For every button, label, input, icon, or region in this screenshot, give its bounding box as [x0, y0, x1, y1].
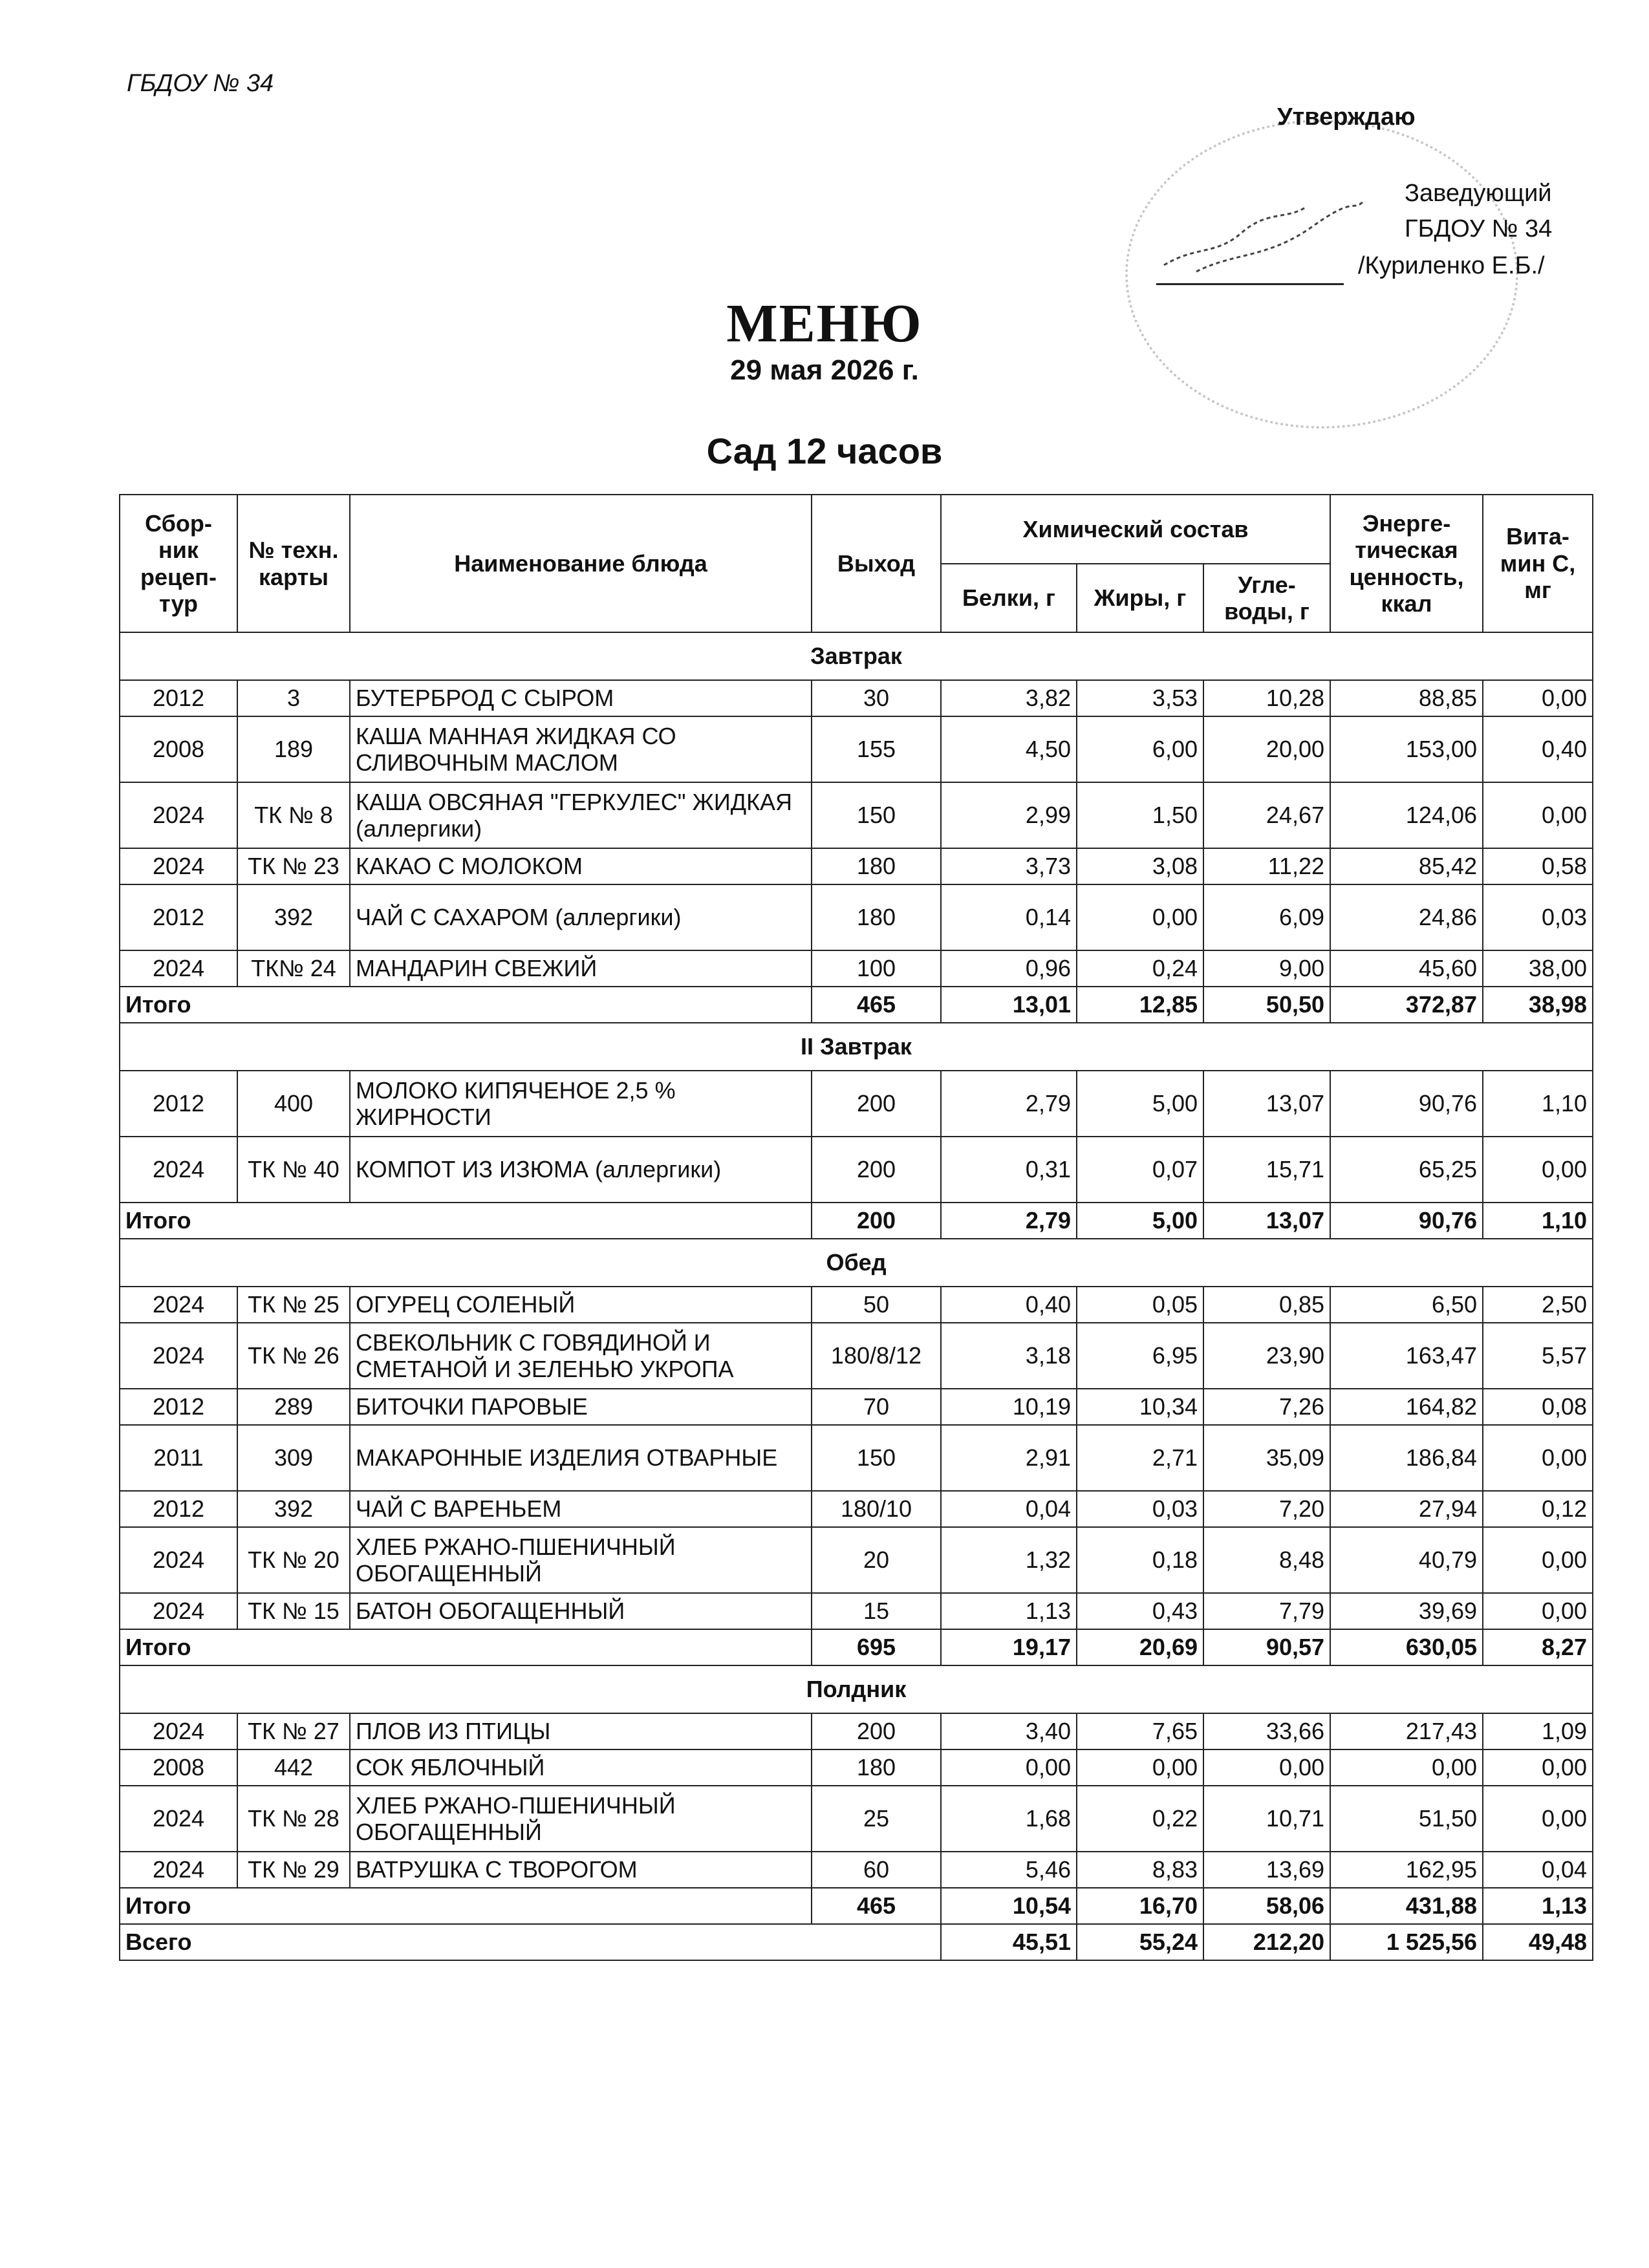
- collection-cell: 2024: [120, 848, 237, 884]
- vitamin-cell: 5,57: [1483, 1323, 1593, 1389]
- header-card: № техн. карты: [237, 495, 350, 632]
- dish-name-cell: СВЕКОЛЬНИК С ГОВЯДИНОЙ И СМЕТАНОЙ И ЗЕЛЕНЬЮ УКРОПА: [350, 1323, 812, 1389]
- energy-cell: 51,50: [1330, 1786, 1483, 1852]
- card-cell: ТК № 23: [237, 848, 350, 884]
- menu-body: [120, 632, 1593, 1960]
- card-cell: ТК № 40: [237, 1137, 350, 1203]
- energy-cell: 164,82: [1330, 1389, 1483, 1425]
- dish-name-cell: КОМПОТ ИЗ ИЗЮМА (аллергики): [350, 1137, 812, 1203]
- table-row: [120, 1593, 1593, 1629]
- fat-cell: 5,00: [1077, 1071, 1203, 1137]
- grand-total-carbs: 212,20: [1203, 1924, 1330, 1960]
- fat-cell: 0,05: [1077, 1287, 1203, 1323]
- carbs-cell: 6,09: [1203, 884, 1330, 950]
- vitamin-cell: 0,58: [1483, 848, 1593, 884]
- total-label: Итого: [120, 987, 812, 1023]
- carbs-cell: 7,79: [1203, 1593, 1330, 1629]
- table-row: [120, 782, 1593, 848]
- yield-cell: 155: [812, 716, 941, 782]
- energy-cell: 163,47: [1330, 1323, 1483, 1389]
- menu-subtitle: Сад 12 часов: [706, 431, 943, 471]
- vitamin-cell: 0,00: [1483, 1749, 1593, 1786]
- collection-cell: 2024: [120, 1786, 237, 1852]
- collection-cell: 2008: [120, 716, 237, 782]
- energy-cell: 90,76: [1330, 1071, 1483, 1137]
- fat-cell: 0,00: [1077, 884, 1203, 950]
- header-carbs: Угле-воды, г: [1203, 564, 1330, 632]
- card-cell: 189: [237, 716, 350, 782]
- menu-table: [119, 494, 1593, 1961]
- total-energy: 90,76: [1330, 1203, 1483, 1239]
- vitamin-cell: 0,04: [1483, 1852, 1593, 1888]
- protein-cell: 1,13: [941, 1593, 1077, 1629]
- table-row: [120, 1713, 1593, 1749]
- vitamin-cell: 0,00: [1483, 680, 1593, 716]
- table-row: [120, 716, 1593, 782]
- total-vitamin: 1,13: [1483, 1888, 1593, 1924]
- dish-name-cell: БАТОН ОБОГАЩЕННЫЙ: [350, 1593, 812, 1629]
- total-row: [120, 1629, 1593, 1665]
- vitamin-cell: 0,00: [1483, 1425, 1593, 1491]
- dish-name-cell: ХЛЕБ РЖАНО-ПШЕНИЧНЫЙ ОБОГАЩЕННЫЙ: [350, 1527, 812, 1593]
- carbs-cell: 0,00: [1203, 1749, 1330, 1786]
- dish-name-cell: ЧАЙ С ВАРЕНЬЕМ: [350, 1491, 812, 1527]
- collection-cell: 2012: [120, 884, 237, 950]
- energy-cell: 39,69: [1330, 1593, 1483, 1629]
- yield-cell: 180: [812, 1749, 941, 1786]
- vitamin-cell: 0,12: [1483, 1491, 1593, 1527]
- dish-name-cell: ВАТРУШКА С ТВОРОГОМ: [350, 1852, 812, 1888]
- total-protein: 10,54: [941, 1888, 1077, 1924]
- section-title: Завтрак: [120, 632, 1593, 680]
- grand-total-vitamin: 49,48: [1483, 1924, 1593, 1960]
- fat-cell: 0,07: [1077, 1137, 1203, 1203]
- vitamin-cell: 0,08: [1483, 1389, 1593, 1425]
- section-header-row: [120, 632, 1593, 680]
- collection-cell: 2012: [120, 1491, 237, 1527]
- fat-cell: 0,43: [1077, 1593, 1203, 1629]
- total-yield: 200: [812, 1203, 941, 1239]
- card-cell: 400: [237, 1071, 350, 1137]
- dish-name-cell: ЧАЙ С САХАРОМ (аллергики): [350, 884, 812, 950]
- card-cell: ТК № 26: [237, 1323, 350, 1389]
- total-vitamin: 38,98: [1483, 987, 1593, 1023]
- header-energy: Энерге-тическая ценность, ккал: [1330, 495, 1483, 632]
- dish-name-cell: КАША ОВСЯНАЯ "ГЕРКУЛЕС" ЖИДКАЯ (аллергики): [350, 782, 812, 848]
- collection-cell: 2024: [120, 1137, 237, 1203]
- card-cell: 289: [237, 1389, 350, 1425]
- vitamin-cell: 0,00: [1483, 1527, 1593, 1593]
- total-carbs: 50,50: [1203, 987, 1330, 1023]
- energy-cell: 24,86: [1330, 884, 1483, 950]
- dish-name-cell: ОГУРЕЦ СОЛЕНЫЙ: [350, 1287, 812, 1323]
- protein-cell: 3,82: [941, 680, 1077, 716]
- collection-cell: 2024: [120, 1713, 237, 1749]
- protein-cell: 3,40: [941, 1713, 1077, 1749]
- grand-total-energy: 1 525,56: [1330, 1924, 1483, 1960]
- dish-name-cell: ПЛОВ ИЗ ПТИЦЫ: [350, 1713, 812, 1749]
- signature-mark: [1158, 194, 1371, 284]
- table-row: [120, 1786, 1593, 1852]
- fat-cell: 1,50: [1077, 782, 1203, 848]
- table-row: [120, 1527, 1593, 1593]
- card-cell: 392: [237, 884, 350, 950]
- card-cell: ТК № 27: [237, 1713, 350, 1749]
- section-header-row: [120, 1239, 1593, 1287]
- fat-cell: 6,95: [1077, 1323, 1203, 1389]
- dish-name-cell: КАКАО С МОЛОКОМ: [350, 848, 812, 884]
- yield-cell: 180: [812, 884, 941, 950]
- protein-cell: 0,00: [941, 1749, 1077, 1786]
- total-row: [120, 1888, 1593, 1924]
- vitamin-cell: 0,00: [1483, 1593, 1593, 1629]
- total-fat: 20,69: [1077, 1629, 1203, 1665]
- total-fat: 12,85: [1077, 987, 1203, 1023]
- carbs-cell: 13,07: [1203, 1071, 1330, 1137]
- section-header-row: [120, 1023, 1593, 1071]
- table-row: [120, 1071, 1593, 1137]
- energy-cell: 65,25: [1330, 1137, 1483, 1203]
- collection-cell: 2024: [120, 1287, 237, 1323]
- energy-cell: 186,84: [1330, 1425, 1483, 1491]
- protein-cell: 0,14: [941, 884, 1077, 950]
- card-cell: ТК № 29: [237, 1852, 350, 1888]
- protein-cell: 0,96: [941, 950, 1077, 987]
- total-vitamin: 8,27: [1483, 1629, 1593, 1665]
- carbs-cell: 0,85: [1203, 1287, 1330, 1323]
- yield-cell: 180/8/12: [812, 1323, 941, 1389]
- total-yield: 695: [812, 1629, 941, 1665]
- total-label: Итого: [120, 1629, 812, 1665]
- protein-cell: 0,04: [941, 1491, 1077, 1527]
- header-vitamin: Вита-мин С, мг: [1483, 495, 1593, 632]
- table-row: [120, 680, 1593, 716]
- protein-cell: 1,68: [941, 1786, 1077, 1852]
- fat-cell: 0,18: [1077, 1527, 1203, 1593]
- protein-cell: 1,32: [941, 1527, 1077, 1593]
- protein-cell: 0,31: [941, 1137, 1077, 1203]
- dish-name-cell: ХЛЕБ РЖАНО-ПШЕНИЧНЫЙ ОБОГАЩЕННЫЙ: [350, 1786, 812, 1852]
- energy-cell: 217,43: [1330, 1713, 1483, 1749]
- energy-cell: 40,79: [1330, 1527, 1483, 1593]
- total-yield: 465: [812, 987, 941, 1023]
- section-title: Полдник: [120, 1665, 1593, 1713]
- energy-cell: 124,06: [1330, 782, 1483, 848]
- carbs-cell: 11,22: [1203, 848, 1330, 884]
- carbs-cell: 24,67: [1203, 782, 1330, 848]
- vitamin-cell: 2,50: [1483, 1287, 1593, 1323]
- fat-cell: 2,71: [1077, 1425, 1203, 1491]
- carbs-cell: 10,28: [1203, 680, 1330, 716]
- yield-cell: 180/10: [812, 1491, 941, 1527]
- protein-cell: 10,19: [941, 1389, 1077, 1425]
- protein-cell: 3,73: [941, 848, 1077, 884]
- section-title: II Завтрак: [120, 1023, 1593, 1071]
- table-row: [120, 1425, 1593, 1491]
- collection-cell: 2008: [120, 1749, 237, 1786]
- table-row: [120, 1749, 1593, 1786]
- total-energy: 372,87: [1330, 987, 1483, 1023]
- card-cell: ТК № 25: [237, 1287, 350, 1323]
- carbs-cell: 9,00: [1203, 950, 1330, 987]
- total-yield: 465: [812, 1888, 941, 1924]
- protein-cell: 3,18: [941, 1323, 1077, 1389]
- dish-name-cell: КАША МАННАЯ ЖИДКАЯ СО СЛИВОЧНЫМ МАСЛОМ: [350, 716, 812, 782]
- fat-cell: 0,24: [1077, 950, 1203, 987]
- carbs-cell: 15,71: [1203, 1137, 1330, 1203]
- header-collection: Сбор-ник рецеп-тур: [120, 495, 237, 632]
- vitamin-cell: 0,03: [1483, 884, 1593, 950]
- grand-total-row: [120, 1924, 1593, 1960]
- collection-cell: 2024: [120, 782, 237, 848]
- card-cell: 3: [237, 680, 350, 716]
- carbs-cell: 8,48: [1203, 1527, 1330, 1593]
- collection-cell: 2024: [120, 1852, 237, 1888]
- carbs-cell: 7,26: [1203, 1389, 1330, 1425]
- table-row: [120, 1852, 1593, 1888]
- yield-cell: 150: [812, 1425, 941, 1491]
- card-cell: ТК № 15: [237, 1593, 350, 1629]
- yield-cell: 30: [812, 680, 941, 716]
- total-protein: 2,79: [941, 1203, 1077, 1239]
- header-yield: Выход: [812, 495, 941, 632]
- total-fat: 5,00: [1077, 1203, 1203, 1239]
- fat-cell: 10,34: [1077, 1389, 1203, 1425]
- energy-cell: 88,85: [1330, 680, 1483, 716]
- yield-cell: 200: [812, 1137, 941, 1203]
- header-chem: Химический состав: [941, 495, 1330, 564]
- header-protein: Белки, г: [941, 564, 1077, 632]
- page-title: МЕНЮ: [726, 294, 923, 354]
- table-row: [120, 1287, 1593, 1323]
- vitamin-cell: 1,09: [1483, 1713, 1593, 1749]
- energy-cell: 6,50: [1330, 1287, 1483, 1323]
- total-vitamin: 1,10: [1483, 1203, 1593, 1239]
- grand-total-protein: 45,51: [941, 1924, 1077, 1960]
- grand-total-label: Всего: [120, 1924, 941, 1960]
- fat-cell: 3,53: [1077, 680, 1203, 716]
- protein-cell: 4,50: [941, 716, 1077, 782]
- yield-cell: 180: [812, 848, 941, 884]
- carbs-cell: 33,66: [1203, 1713, 1330, 1749]
- dish-name-cell: БУТЕРБРОД С СЫРОМ: [350, 680, 812, 716]
- yield-cell: 150: [812, 782, 941, 848]
- vitamin-cell: 38,00: [1483, 950, 1593, 987]
- energy-cell: 85,42: [1330, 848, 1483, 884]
- section-header-row: [120, 1665, 1593, 1713]
- yield-cell: 70: [812, 1389, 941, 1425]
- vitamin-cell: 0,00: [1483, 1137, 1593, 1203]
- collection-cell: 2012: [120, 680, 237, 716]
- table-row: [120, 884, 1593, 950]
- table-row: [120, 1137, 1593, 1203]
- collection-cell: 2012: [120, 1071, 237, 1137]
- card-cell: ТК№ 24: [237, 950, 350, 987]
- section-title: Обед: [120, 1239, 1593, 1287]
- fat-cell: 0,00: [1077, 1749, 1203, 1786]
- fat-cell: 6,00: [1077, 716, 1203, 782]
- yield-cell: 200: [812, 1071, 941, 1137]
- energy-cell: 153,00: [1330, 716, 1483, 782]
- dish-name-cell: БИТОЧКИ ПАРОВЫЕ: [350, 1389, 812, 1425]
- total-row: [120, 987, 1593, 1023]
- total-carbs: 58,06: [1203, 1888, 1330, 1924]
- card-cell: ТК № 28: [237, 1786, 350, 1852]
- total-label: Итого: [120, 1888, 812, 1924]
- card-cell: ТК № 20: [237, 1527, 350, 1593]
- carbs-cell: 20,00: [1203, 716, 1330, 782]
- yield-cell: 15: [812, 1593, 941, 1629]
- grand-total-fat: 55,24: [1077, 1924, 1203, 1960]
- total-label: Итого: [120, 1203, 812, 1239]
- total-energy: 630,05: [1330, 1629, 1483, 1665]
- energy-cell: 45,60: [1330, 950, 1483, 987]
- yield-cell: 25: [812, 1786, 941, 1852]
- collection-cell: 2024: [120, 1593, 237, 1629]
- total-row: [120, 1203, 1593, 1239]
- total-carbs: 13,07: [1203, 1203, 1330, 1239]
- carbs-cell: 13,69: [1203, 1852, 1330, 1888]
- header-fat: Жиры, г: [1077, 564, 1203, 632]
- card-cell: 442: [237, 1749, 350, 1786]
- yield-cell: 50: [812, 1287, 941, 1323]
- energy-cell: 0,00: [1330, 1749, 1483, 1786]
- total-protein: 19,17: [941, 1629, 1077, 1665]
- dish-name-cell: МАНДАРИН СВЕЖИЙ: [350, 950, 812, 987]
- total-energy: 431,88: [1330, 1888, 1483, 1924]
- energy-cell: 162,95: [1330, 1852, 1483, 1888]
- dish-name-cell: МОЛОКО КИПЯЧЕНОЕ 2,5 % ЖИРНОСТИ: [350, 1071, 812, 1137]
- energy-cell: 27,94: [1330, 1491, 1483, 1527]
- card-cell: ТК № 8: [237, 782, 350, 848]
- dish-name-cell: МАКАРОННЫЕ ИЗДЕЛИЯ ОТВАРНЫЕ: [350, 1425, 812, 1491]
- table-row: [120, 950, 1593, 987]
- yield-cell: 200: [812, 1713, 941, 1749]
- total-protein: 13,01: [941, 987, 1077, 1023]
- collection-cell: 2024: [120, 1527, 237, 1593]
- total-carbs: 90,57: [1203, 1629, 1330, 1665]
- vitamin-cell: 1,10: [1483, 1071, 1593, 1137]
- table-row: [120, 848, 1593, 884]
- carbs-cell: 23,90: [1203, 1323, 1330, 1389]
- carbs-cell: 7,20: [1203, 1491, 1330, 1527]
- protein-cell: 2,99: [941, 782, 1077, 848]
- signature-line: [1156, 283, 1344, 285]
- protein-cell: 0,40: [941, 1287, 1077, 1323]
- vitamin-cell: 0,00: [1483, 1786, 1593, 1852]
- dish-name-cell: СОК ЯБЛОЧНЫЙ: [350, 1749, 812, 1786]
- card-cell: 392: [237, 1491, 350, 1527]
- approver-position: Заведующий: [1405, 180, 1552, 207]
- yield-cell: 20: [812, 1527, 941, 1593]
- collection-cell: 2012: [120, 1389, 237, 1425]
- collection-cell: 2024: [120, 1323, 237, 1389]
- approver-organization: ГБДОУ № 34: [1405, 215, 1553, 242]
- menu-date: 29 мая 2026 г.: [730, 354, 919, 386]
- collection-cell: 2024: [120, 950, 237, 987]
- carbs-cell: 35,09: [1203, 1425, 1330, 1491]
- table-row: [120, 1491, 1593, 1527]
- header-dish: Наименование блюда: [350, 495, 812, 632]
- total-fat: 16,70: [1077, 1888, 1203, 1924]
- table-row: [120, 1323, 1593, 1389]
- card-cell: 309: [237, 1425, 350, 1491]
- approval-label: Утверждаю: [1277, 103, 1416, 131]
- vitamin-cell: 0,00: [1483, 782, 1593, 848]
- organization-label: ГБДОУ № 34: [127, 70, 274, 97]
- fat-cell: 0,22: [1077, 1786, 1203, 1852]
- protein-cell: 5,46: [941, 1852, 1077, 1888]
- yield-cell: 100: [812, 950, 941, 987]
- fat-cell: 0,03: [1077, 1491, 1203, 1527]
- fat-cell: 3,08: [1077, 848, 1203, 884]
- fat-cell: 8,83: [1077, 1852, 1203, 1888]
- fat-cell: 7,65: [1077, 1713, 1203, 1749]
- table-row: [120, 1389, 1593, 1425]
- yield-cell: 60: [812, 1852, 941, 1888]
- collection-cell: 2011: [120, 1425, 237, 1491]
- protein-cell: 2,91: [941, 1425, 1077, 1491]
- approver-name: /Куриленко Е.Б./: [1358, 252, 1545, 279]
- vitamin-cell: 0,40: [1483, 716, 1593, 782]
- carbs-cell: 10,71: [1203, 1786, 1330, 1852]
- protein-cell: 2,79: [941, 1071, 1077, 1137]
